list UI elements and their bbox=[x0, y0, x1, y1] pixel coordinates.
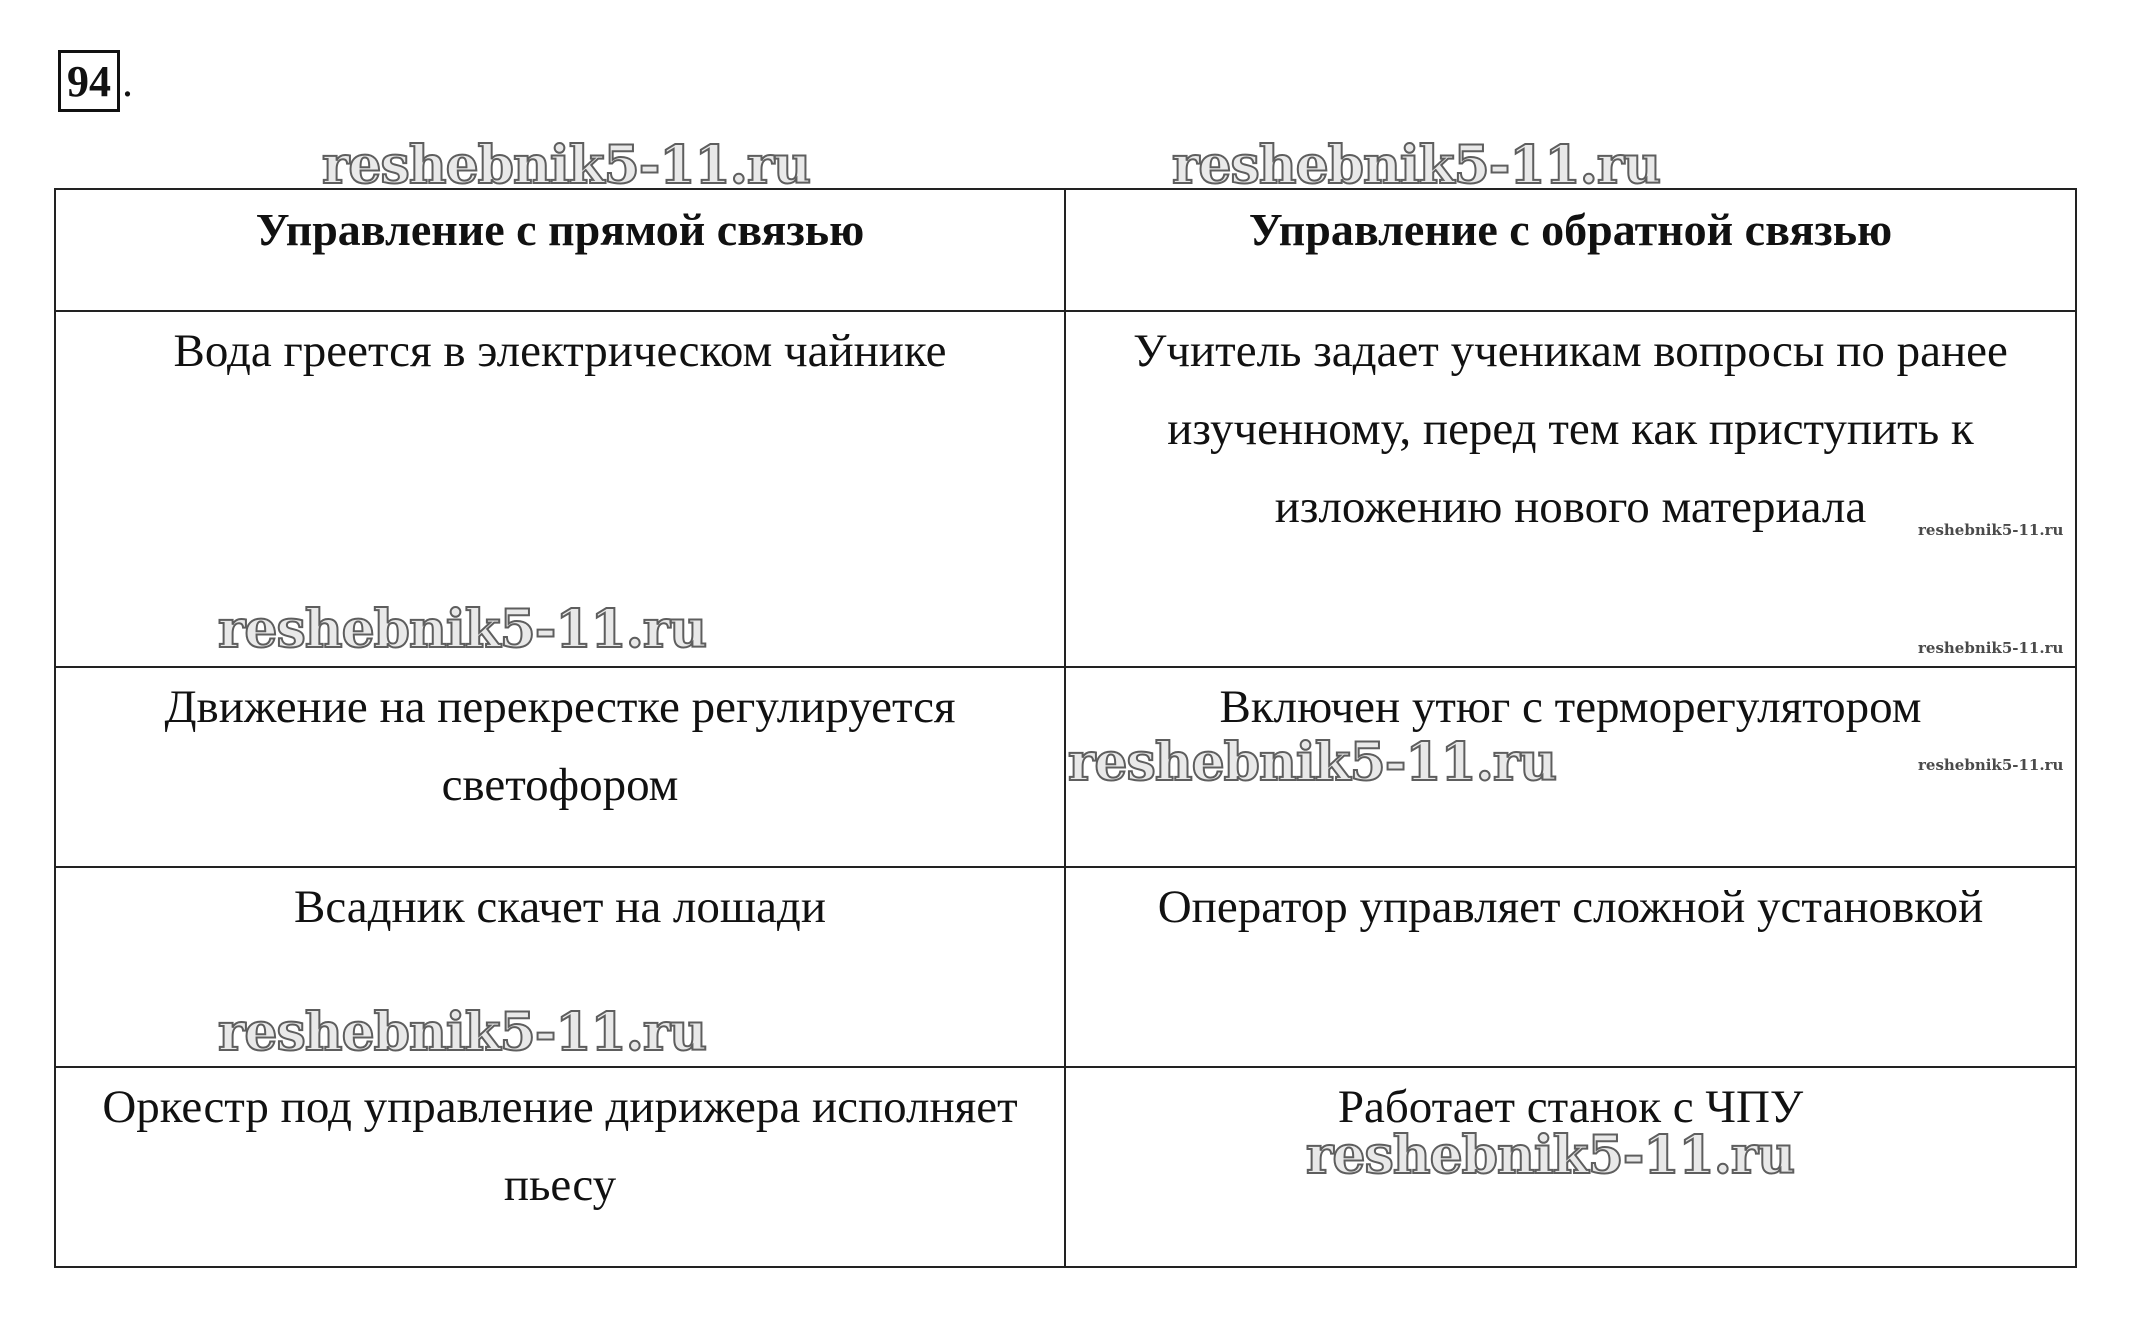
watermark-text: reshebnik5-11.ru bbox=[218, 599, 707, 660]
table-row bbox=[55, 667, 2076, 867]
direct-control-example bbox=[55, 1067, 1065, 1267]
cell-text: Учитель задает ученикам вопросы по ранее изученному, перед тем как приступить к изложению нового материала bbox=[1133, 325, 2008, 533]
feedback-control-example bbox=[1065, 311, 2076, 667]
problem-number bbox=[58, 50, 133, 112]
table-row bbox=[55, 867, 2076, 1067]
cell-text: Включен утюг с терморегулятором bbox=[1219, 681, 1922, 733]
direct-control-example bbox=[55, 311, 1065, 667]
feedback-control-example bbox=[1065, 667, 2076, 867]
table-header-row bbox=[55, 189, 2076, 311]
cell-text: Работает станок с ЧПУ bbox=[1337, 1081, 1804, 1133]
table-row bbox=[55, 1067, 2076, 1267]
cell-text: Всадник скачет на лошади bbox=[293, 881, 827, 933]
watermark-text: reshebnik5-11.ru bbox=[1918, 521, 2064, 539]
cell-text: Оператор управляет сложной установкой bbox=[1157, 881, 1984, 933]
watermark-text: reshebnik5-11.ru bbox=[1172, 135, 1661, 196]
watermark-text: reshebnik5-11.ru bbox=[1918, 639, 2064, 657]
cell-text: Вода греется в электрическом чайнике bbox=[173, 325, 947, 377]
direct-control-example bbox=[55, 667, 1065, 867]
watermark-text: reshebnik5-11.ru bbox=[322, 135, 811, 196]
cell-text: Движение на перекрестке регулируется светофором bbox=[164, 681, 956, 811]
watermark-text: reshebnik5-11.ru bbox=[1068, 732, 1557, 793]
watermark-text: reshebnik5-11.ru bbox=[1306, 1125, 1795, 1186]
header-direct-control: Управление с прямой связью bbox=[55, 189, 1065, 311]
problem-number-dot: . bbox=[122, 57, 133, 106]
feedback-control-example bbox=[1065, 1067, 2076, 1267]
watermark-text: reshebnik5-11.ru bbox=[1918, 756, 2064, 774]
table-row bbox=[55, 311, 2076, 667]
cell-text: Оркестр под управление дирижера исполняет пьесу bbox=[102, 1081, 1018, 1211]
header-feedback-control: Управление с обратной связью bbox=[1065, 189, 2076, 311]
feedback-control-example bbox=[1065, 867, 2076, 1067]
problem-number-box: 94 bbox=[58, 50, 120, 112]
solution-table bbox=[54, 188, 2077, 1268]
watermark-text: reshebnik5-11.ru bbox=[218, 1002, 707, 1063]
direct-control-example bbox=[55, 867, 1065, 1067]
